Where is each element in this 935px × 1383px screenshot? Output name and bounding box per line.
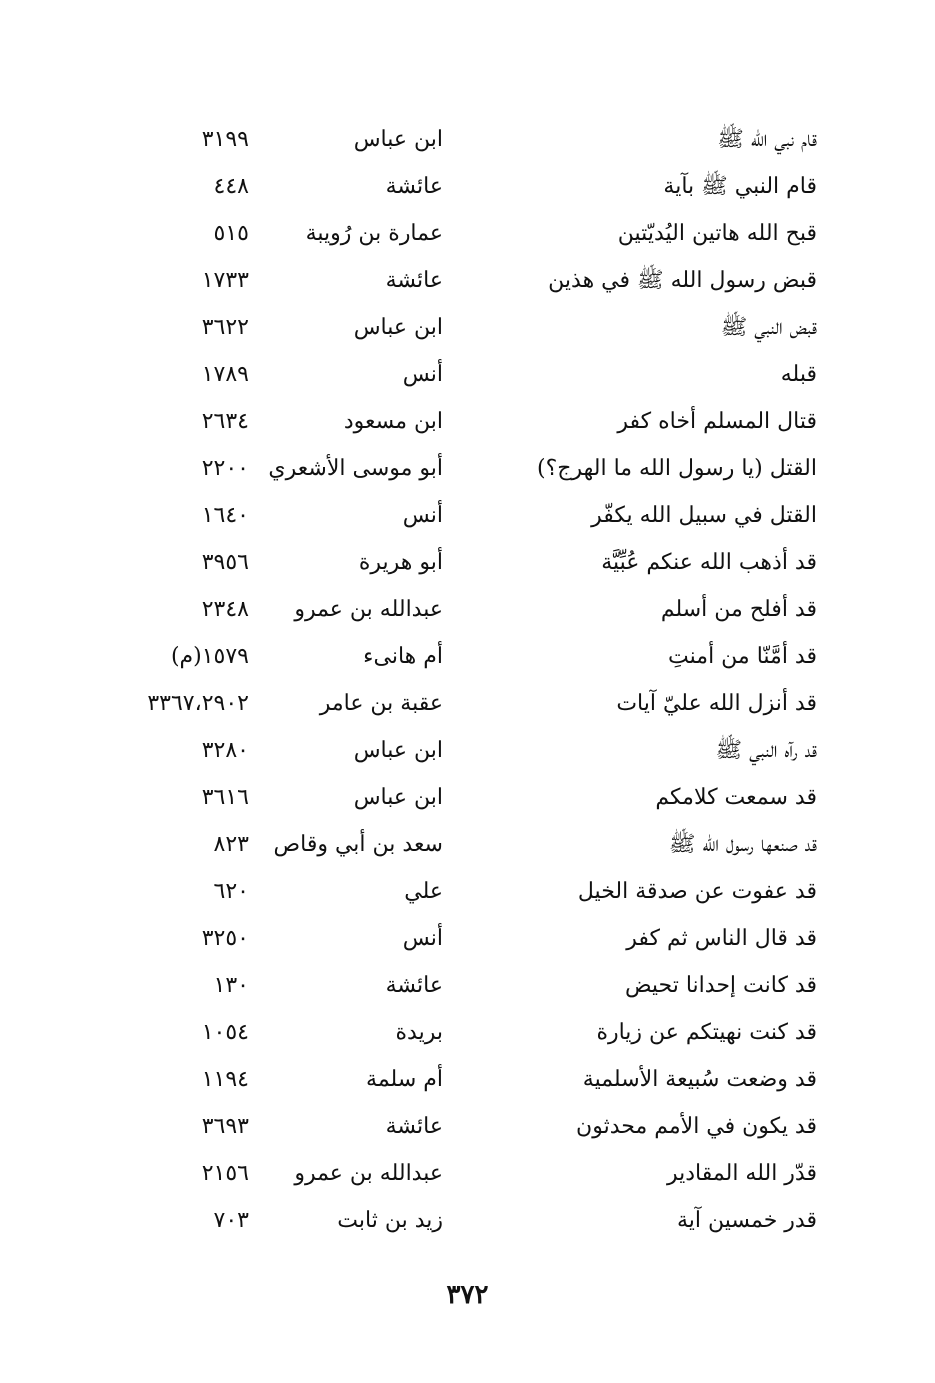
narrator-name: عمارة بن رُويبة — [305, 221, 443, 246]
index-row — [0, 445, 935, 492]
narrator-name: عائشة — [385, 1114, 443, 1139]
narrator-name: ابن مسعود — [343, 409, 443, 434]
narrator-name: ابن عباس — [353, 738, 443, 763]
hadith-number: ٣٩٥٦ — [201, 550, 249, 575]
index-row — [0, 727, 935, 774]
hadith-number: ٣٣٦٧،٢٩٠٢ — [147, 691, 249, 716]
hadith-text: قد أمَّنّا من أمنتِ — [668, 644, 817, 669]
index-row — [0, 915, 935, 962]
hadith-number: ٥١٥ — [213, 221, 249, 246]
narrator-name: أنس — [402, 362, 443, 387]
hadith-text: قبض رسول الله ﷺ في هذين — [548, 268, 817, 293]
narrator-name: عبدالله بن عمرو — [294, 597, 443, 622]
index-row — [0, 398, 935, 445]
hadith-text: قبح الله هاتين اليُديّتين — [617, 221, 817, 246]
hadith-number: ١٧٣٣ — [201, 268, 249, 293]
index-row — [0, 257, 935, 304]
hadith-number: ٤٤٨ — [213, 174, 249, 199]
hadith-number: ٦٢٠ — [213, 879, 249, 904]
index-row — [0, 539, 935, 586]
hadith-text: قد يكون في الأمم محدثون — [576, 1114, 817, 1139]
hadith-number: ٣١٩٩ — [201, 127, 249, 152]
page-number: ٣٧٢ — [446, 1280, 489, 1310]
narrator-name: عائشة — [385, 268, 443, 293]
hadith-text: قبض النبي ﷺ — [720, 315, 817, 340]
hadith-number: ٨٢٣ — [213, 832, 249, 857]
hadith-text: قد قال الناس ثم كفر — [626, 926, 817, 951]
hadith-number: ٣٦٩٣ — [201, 1114, 249, 1139]
hadith-text: قد عفوت عن صدقة الخيل — [577, 879, 817, 904]
narrator-name: عبدالله بن عمرو — [294, 1161, 443, 1186]
index-row — [0, 163, 935, 210]
hadith-number: ٢٦٣٤ — [201, 409, 249, 434]
index-row — [0, 351, 935, 398]
index-row — [0, 210, 935, 257]
narrator-name: سعد بن أبي وقاص — [273, 832, 443, 857]
hadith-number: ٣٢٨٠ — [201, 738, 249, 763]
hadith-text: قد أنزل الله عليّ آيات — [616, 691, 817, 716]
narrator-name: ابن عباس — [353, 127, 443, 152]
hadith-number: ٢٢٠٠ — [201, 456, 249, 481]
narrator-name: أنس — [402, 503, 443, 528]
index-row — [0, 962, 935, 1009]
narrator-name: أم هانىء — [363, 644, 443, 669]
narrator-name: ابن عباس — [353, 315, 443, 340]
index-row — [0, 1009, 935, 1056]
hadith-number: ٣٦٢٢ — [201, 315, 249, 340]
hadith-text: القتل (يا رسول الله ما الهرج؟) — [537, 456, 817, 481]
hadith-text: القتل في سبيل الله يكفّر — [591, 503, 817, 528]
hadith-number: ٣٢٥٠ — [201, 926, 249, 951]
hadith-number: ١٣٠ — [213, 973, 249, 998]
index-row — [0, 492, 935, 539]
narrator-name: بريدة — [395, 1020, 443, 1045]
hadith-text: قد كنت نهيتكم عن زيارة — [596, 1020, 817, 1045]
index-row — [0, 304, 935, 351]
hadith-text: قتال المسلم أخاه كفر — [617, 409, 817, 434]
hadith-text: قد سمعت كلامكم — [655, 785, 817, 810]
index-row — [0, 1103, 935, 1150]
hadith-text: قبله — [780, 362, 817, 387]
hadith-text: قد رآه النبي ﷺ — [715, 738, 817, 763]
narrator-name: أم سلمة — [366, 1067, 443, 1092]
hadith-number: ١٦٤٠ — [201, 503, 249, 528]
hadith-text: قد كانت إحدانا تحيض — [624, 973, 817, 998]
hadith-text: قام نبي الله ﷺ — [717, 127, 817, 152]
index-row — [0, 586, 935, 633]
index-row — [0, 116, 935, 163]
hadith-number: ٧٠٣ — [213, 1208, 249, 1233]
hadith-text: قد أفلح من أسلم — [660, 597, 817, 622]
index-row — [0, 680, 935, 727]
narrator-name: زيد بن ثابت — [337, 1208, 443, 1233]
narrator-name: أبو هريرة — [358, 550, 443, 575]
hadith-number: ١٥٧٩(م) — [170, 644, 249, 669]
narrator-name: أبو موسى الأشعري — [268, 456, 443, 481]
hadith-number: ٣٦١٦ — [201, 785, 249, 810]
hadith-number: ٢١٥٦ — [201, 1161, 249, 1186]
hadith-number: ١٠٥٤ — [201, 1020, 249, 1045]
hadith-text: قد أذهب الله عنكم عُبِّيَّة — [601, 550, 817, 575]
index-row — [0, 868, 935, 915]
hadith-number: ١١٩٤ — [201, 1067, 249, 1092]
narrator-name: عقبة بن عامر — [319, 691, 443, 716]
hadith-text: قدّر الله المقادير — [667, 1161, 817, 1186]
hadith-number: ١٧٨٩ — [201, 362, 249, 387]
index-row — [0, 1197, 935, 1244]
index-row — [0, 821, 935, 868]
hadith-index-list — [0, 116, 935, 1244]
narrator-name: علي — [404, 879, 443, 904]
index-row — [0, 774, 935, 821]
index-row — [0, 1150, 935, 1197]
hadith-text: قام النبي ﷺ بآية — [663, 174, 817, 199]
hadith-number: ٢٣٤٨ — [201, 597, 249, 622]
hadith-text: قد صنعها رسول الله ﷺ — [668, 832, 817, 857]
index-row — [0, 1056, 935, 1103]
hadith-text: قد وضعت سُبيعة الأسلمية — [582, 1067, 817, 1092]
narrator-name: أنس — [402, 926, 443, 951]
narrator-name: ابن عباس — [353, 785, 443, 810]
narrator-name: عائشة — [385, 174, 443, 199]
hadith-text: قدر خمسين آية — [676, 1208, 817, 1233]
narrator-name: عائشة — [385, 973, 443, 998]
index-row — [0, 633, 935, 680]
